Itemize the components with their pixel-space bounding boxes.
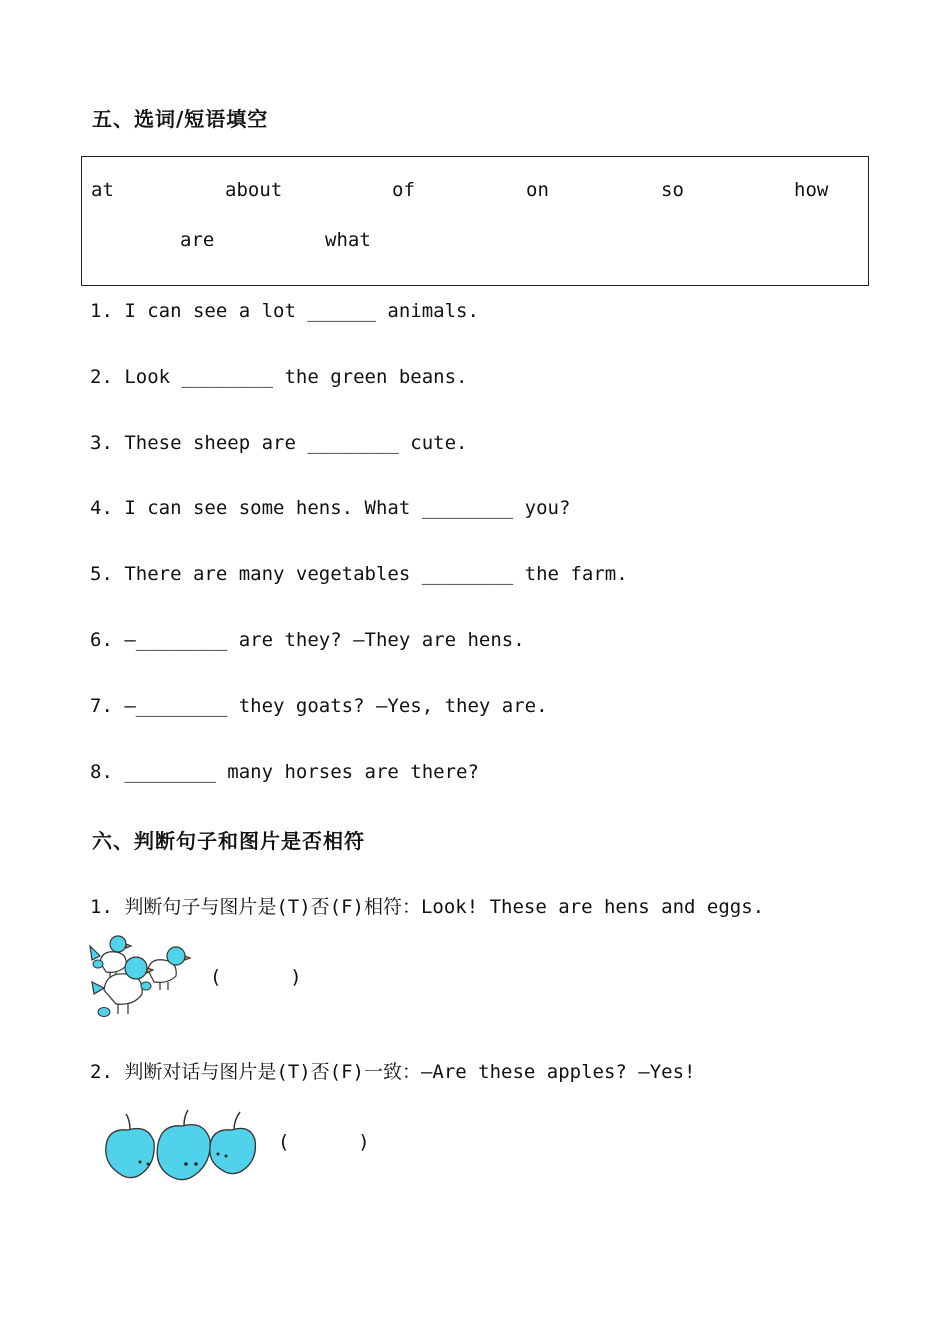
- word-bank-item: so: [661, 179, 684, 201]
- answer-parentheses-2[interactable]: ( ): [278, 1131, 370, 1153]
- question-item: 4. I can see some hens. What ________ you?: [90, 497, 571, 519]
- apples-icon: [100, 1106, 260, 1184]
- section5-heading: 五、选词/短语填空: [92, 107, 269, 131]
- word-bank-item: on: [526, 179, 549, 201]
- word-bank-item: about: [225, 179, 283, 201]
- question-item: 3. These sheep are ________ cute.: [90, 432, 468, 454]
- judge-question-1: 1. 判断句子与图片是(T)否(F)相符：Look! These are hens and eggs.: [90, 896, 765, 918]
- section6-heading: 六、判断句子和图片是否相符: [92, 829, 365, 853]
- question-item: 2. Look ________ the green beans.: [90, 366, 468, 388]
- word-bank-item: at: [91, 179, 114, 201]
- word-bank-item: how: [794, 179, 829, 201]
- question-item: 5. There are many vegetables ________ the farm.: [90, 563, 628, 585]
- word-bank-item: are: [180, 229, 215, 251]
- question-item: 7. —________ they goats? —Yes, they are.: [90, 695, 548, 717]
- answer-parentheses-1[interactable]: ( ): [210, 966, 302, 988]
- hens-with-eggs-icon: [88, 932, 198, 1022]
- question-item: 8. ________ many horses are there?: [90, 761, 479, 783]
- word-bank-box: [81, 156, 869, 286]
- word-bank-item: of: [392, 179, 415, 201]
- question-item: 1. I can see a lot ______ animals.: [90, 300, 479, 322]
- word-bank-item: what: [325, 229, 371, 251]
- judge-question-2: 2. 判断对话与图片是(T)否(F)一致：—Are these apples? —Yes!: [90, 1061, 696, 1083]
- question-item: 6. —________ are they? —They are hens.: [90, 629, 525, 651]
